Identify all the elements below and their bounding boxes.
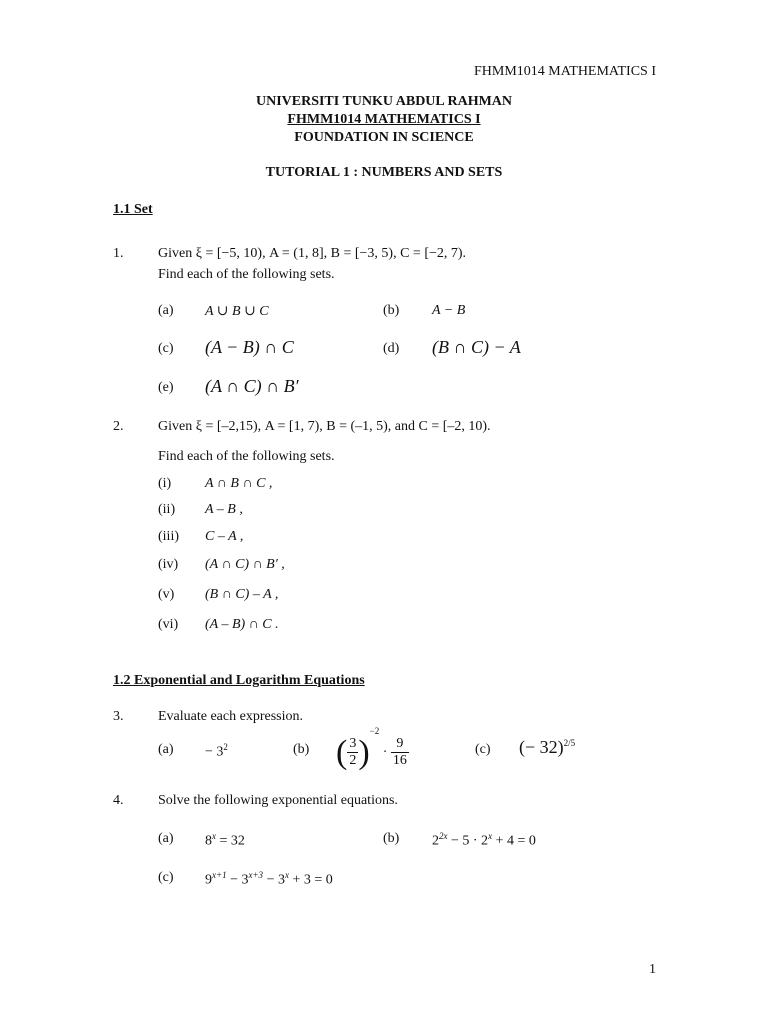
part-label: (b): [293, 742, 310, 757]
part-label: (b): [383, 831, 400, 846]
programme-title: FOUNDATION IN SCIENCE: [294, 130, 474, 145]
part-label: (ii): [158, 502, 176, 517]
part-label: (c): [158, 341, 174, 356]
part-label: (b): [383, 303, 400, 318]
question-number: 2.: [113, 419, 124, 434]
part-label: (a): [158, 831, 174, 846]
part-label: (e): [158, 380, 174, 395]
section-heading-exponential: 1.2 Exponential and Logarithm Equations: [113, 673, 365, 688]
question-number: 4.: [113, 793, 124, 808]
part-label: (c): [475, 742, 491, 757]
question-instruction: Solve the following exponential equations.: [158, 793, 398, 808]
part-expression: $8^x = 32$: [205, 831, 245, 849]
part-expression: $2^{2x} - 5 \cdot 2^x + 4 = 0$: [432, 831, 536, 849]
university-title: UNIVERSITI TUNKU ABDUL RAHMAN: [255, 94, 513, 109]
part-label: (a): [158, 742, 174, 757]
section-heading-set: 1.1 Set: [113, 202, 153, 217]
part-expression: − $3^2$: [205, 742, 228, 760]
question-instruction: Find each of the following sets.: [158, 449, 335, 464]
question-given: Given ξ = [−5, 10), A = (1, 8], B = [−3, 5), C = [−2, 7).: [158, 246, 467, 261]
part-label: (iv): [158, 557, 179, 572]
part-expression: A ∩ B ∩ C ,: [205, 476, 273, 491]
part-label: (a): [158, 303, 174, 318]
part-expression: (B ∩ C) − A: [432, 337, 521, 357]
tutorial-title: TUTORIAL 1 : NUMBERS AND SETS: [265, 165, 503, 180]
header-course-code: FHMM1014 MATHEMATICS I: [473, 64, 656, 79]
part-expression: A ∪ B ∪ C: [205, 304, 269, 319]
question-number: 1.: [113, 246, 124, 261]
part-expression: A – B ,: [205, 502, 243, 517]
part-label: (v): [158, 587, 175, 602]
part-expression: (A − B) ∩ C: [205, 337, 294, 357]
part-expression: $9^{x+1} - 3^{x+3} - 3^x + 3 = 0$: [205, 870, 333, 888]
part-expression: A − B: [432, 303, 466, 318]
part-label: (iii): [158, 529, 179, 544]
part-expression: ( $\frac{3}{2}$ )$^{-2}$ · $\frac{9}{16}$: [336, 726, 407, 771]
part-expression: (A – B) ∩ C .: [205, 617, 279, 632]
part-label: (c): [158, 870, 174, 885]
part-expression: C – A ,: [205, 529, 244, 544]
course-title: FHMM1014 MATHEMATICS I: [287, 112, 481, 127]
part-label: (i): [158, 476, 172, 491]
part-label: (vi): [158, 617, 179, 632]
page-number: 1: [649, 962, 656, 977]
part-expression: (− 32)$^{2/5}$: [519, 737, 576, 757]
question-given: Given ξ = [–2,15), A = [1, 7), B = (–1, 5), and C = [–2, 10).: [158, 419, 491, 434]
part-expression: (B ∩ C) – A ,: [205, 587, 279, 602]
part-expression: (A ∩ C) ∩ B′: [205, 376, 299, 396]
question-instruction: Evaluate each expression.: [158, 709, 303, 724]
question-number: 3.: [113, 709, 124, 724]
question-instruction: Find each of the following sets.: [158, 267, 335, 282]
part-label: (d): [383, 341, 400, 356]
part-expression: (A ∩ C) ∩ B′ ,: [205, 557, 285, 572]
